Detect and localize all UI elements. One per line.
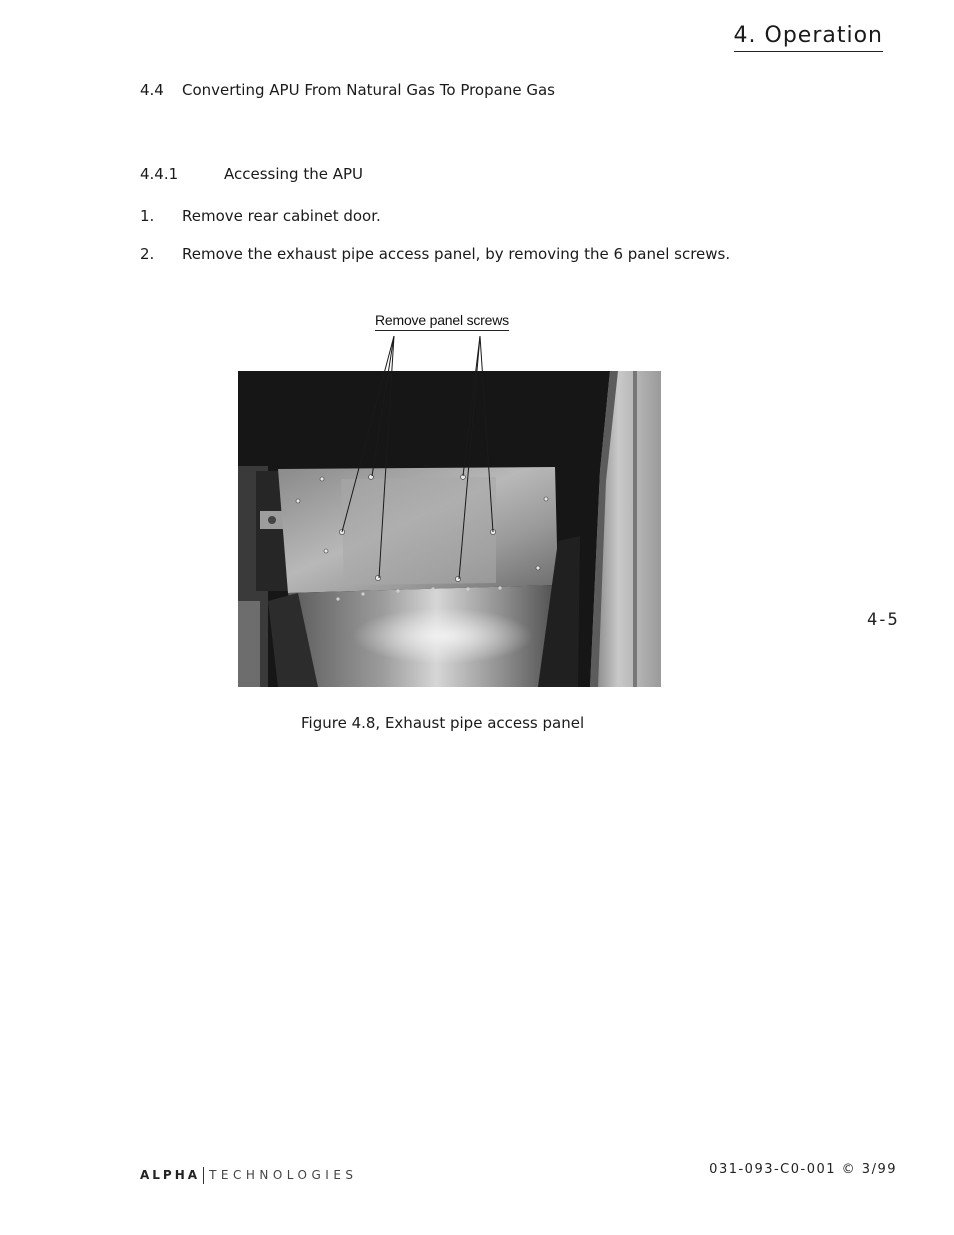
step-number: 1. xyxy=(140,207,155,225)
section-title: Converting APU From Natural Gas To Propane Gas xyxy=(182,81,555,99)
exhaust-panel-photo xyxy=(238,371,661,687)
logo-alpha: ALPHA xyxy=(140,1168,201,1182)
alpha-technologies-logo xyxy=(140,1165,358,1185)
section-number: 4.4 xyxy=(140,81,164,99)
logo-divider xyxy=(203,1167,204,1184)
page-number: 4-5 xyxy=(867,610,898,630)
chapter-title: 4. Operation xyxy=(734,22,883,52)
step-number: 2. xyxy=(140,245,155,263)
section-heading xyxy=(140,80,555,100)
list-item xyxy=(140,244,730,264)
subsection-number: 4.4.1 xyxy=(140,165,179,183)
step-text: Remove the exhaust pipe access panel, by removing the 6 panel screws. xyxy=(182,245,731,263)
subsection-heading xyxy=(140,164,363,184)
subsection-title: Accessing the APU xyxy=(224,165,363,183)
figure-callout: Remove panel screws xyxy=(375,311,509,331)
list-item xyxy=(140,206,381,226)
document-id: 031-093-C0-001 © 3/99 xyxy=(709,1162,897,1177)
figure-caption: Figure 4.8, Exhaust pipe access panel xyxy=(301,714,585,732)
logo-technologies: TECHNOLOGIES xyxy=(209,1168,358,1182)
step-text: Remove rear cabinet door. xyxy=(182,207,381,225)
